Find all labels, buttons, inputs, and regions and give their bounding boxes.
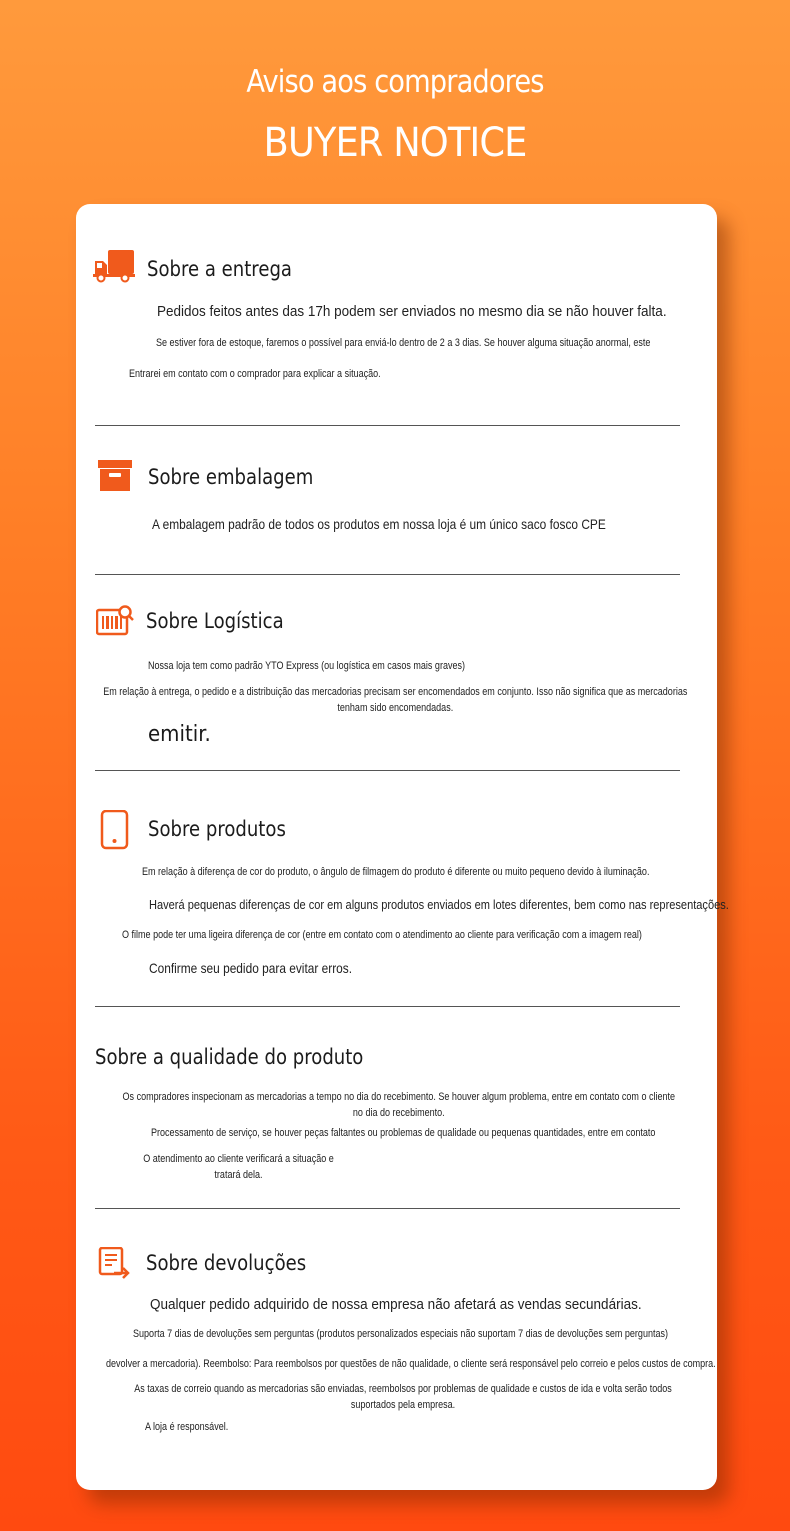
logistics-line-2: Em relação à entrega, o pedido e a distribuição das mercadorias precisam ser encomendados em conjunto. Isso não significa que as mercadorias tenham sido encomendadas. — [103, 686, 688, 714]
delivery-line-1: Pedidos feitos antes das 17h podem ser enviados no mesmo dia se não houver falta. — [157, 303, 667, 320]
logistics-line-1: Nossa loja tem como padrão YTO Express (ou logística em casos mais graves) — [148, 660, 466, 672]
section-title-quality: Sobre a qualidade do produto — [95, 1045, 364, 1069]
returns-line-2: Suporta 7 dias de devoluções sem perguntas (produtos personalizados especiais não suportam 7 dias de devoluções sem perguntas) — [133, 1328, 669, 1340]
quality-line-2: Processamento de serviço, se houver peças faltantes ou problemas de qualidade ou pequenas quantidades, entre em contato — [151, 1127, 656, 1139]
returns-line-3: devolver a mercadoria). Reembolso: Para reembolsos por questões de não qualidade, o cliente será responsável pelo correio e pelos custos de compra. — [106, 1358, 716, 1370]
divider — [95, 770, 680, 771]
quality-line-1: Os compradores inspecionam as mercadorias a tempo no dia do recebimento. Se houver algum problema, entre em contato com o cliente no dia do recebimento. — [122, 1091, 676, 1119]
barcode-scan-icon — [96, 604, 134, 636]
products-line-2: Haverá pequenas diferenças de cor em alguns produtos enviados em lotes diferentes, bem como nas representações. — [149, 897, 729, 912]
packaging-line-1: A embalagem padrão de todos os produtos em nossa loja é um único saco fosco CPE — [152, 516, 606, 532]
divider — [95, 1208, 680, 1209]
divider — [95, 1006, 680, 1007]
truck-icon — [93, 249, 135, 283]
returns-line-4: As taxas de correio quando as mercadorias são enviadas, reembolsos por problemas de qualidade e custos de ida e volta serão todos suportados pela empresa. — [134, 1383, 672, 1411]
section-title-packaging: Sobre embalagem — [148, 465, 314, 489]
delivery-line-3: Entrarei em contato com o comprador para explicar a situação. — [129, 368, 381, 380]
delivery-line-2: Se estiver fora de estoque, faremos o possível para enviá-lo dentro de 2 a 3 dias. Se houver alguma situação anormal, este — [156, 337, 651, 349]
logistics-line-3: emitir. — [148, 722, 211, 747]
divider — [95, 574, 680, 575]
section-title-delivery: Sobre a entrega — [147, 257, 292, 281]
return-document-icon — [98, 1247, 132, 1281]
header-title-en: BUYER NOTICE — [263, 120, 527, 166]
quality-line-3: O atendimento ao cliente verificará a situação e tratará dela. — [143, 1153, 334, 1181]
returns-line-5: A loja é responsável. — [145, 1421, 229, 1433]
phone-icon — [100, 810, 130, 850]
products-line-4: Confirme seu pedido para evitar erros. — [149, 960, 353, 976]
header-title-pt: Aviso aos compradores — [246, 64, 544, 100]
section-title-products: Sobre produtos — [148, 817, 286, 841]
section-title-returns: Sobre devoluções — [146, 1251, 307, 1275]
products-line-3: O filme pode ter uma ligeira diferença de cor (entre em contato com o atendimento ao cliente para verificação com a imagem real) — [122, 929, 642, 941]
returns-line-1: Qualquer pedido adquirido de nossa empresa não afetará as vendas secundárias. — [150, 1296, 642, 1313]
box-icon — [98, 460, 132, 492]
section-title-logistics: Sobre Logística — [146, 609, 284, 633]
divider — [95, 425, 680, 426]
products-line-1: Em relação à diferença de cor do produto, o ângulo de filmagem do produto é diferente ou muito pequeno devido à iluminação. — [142, 866, 650, 878]
